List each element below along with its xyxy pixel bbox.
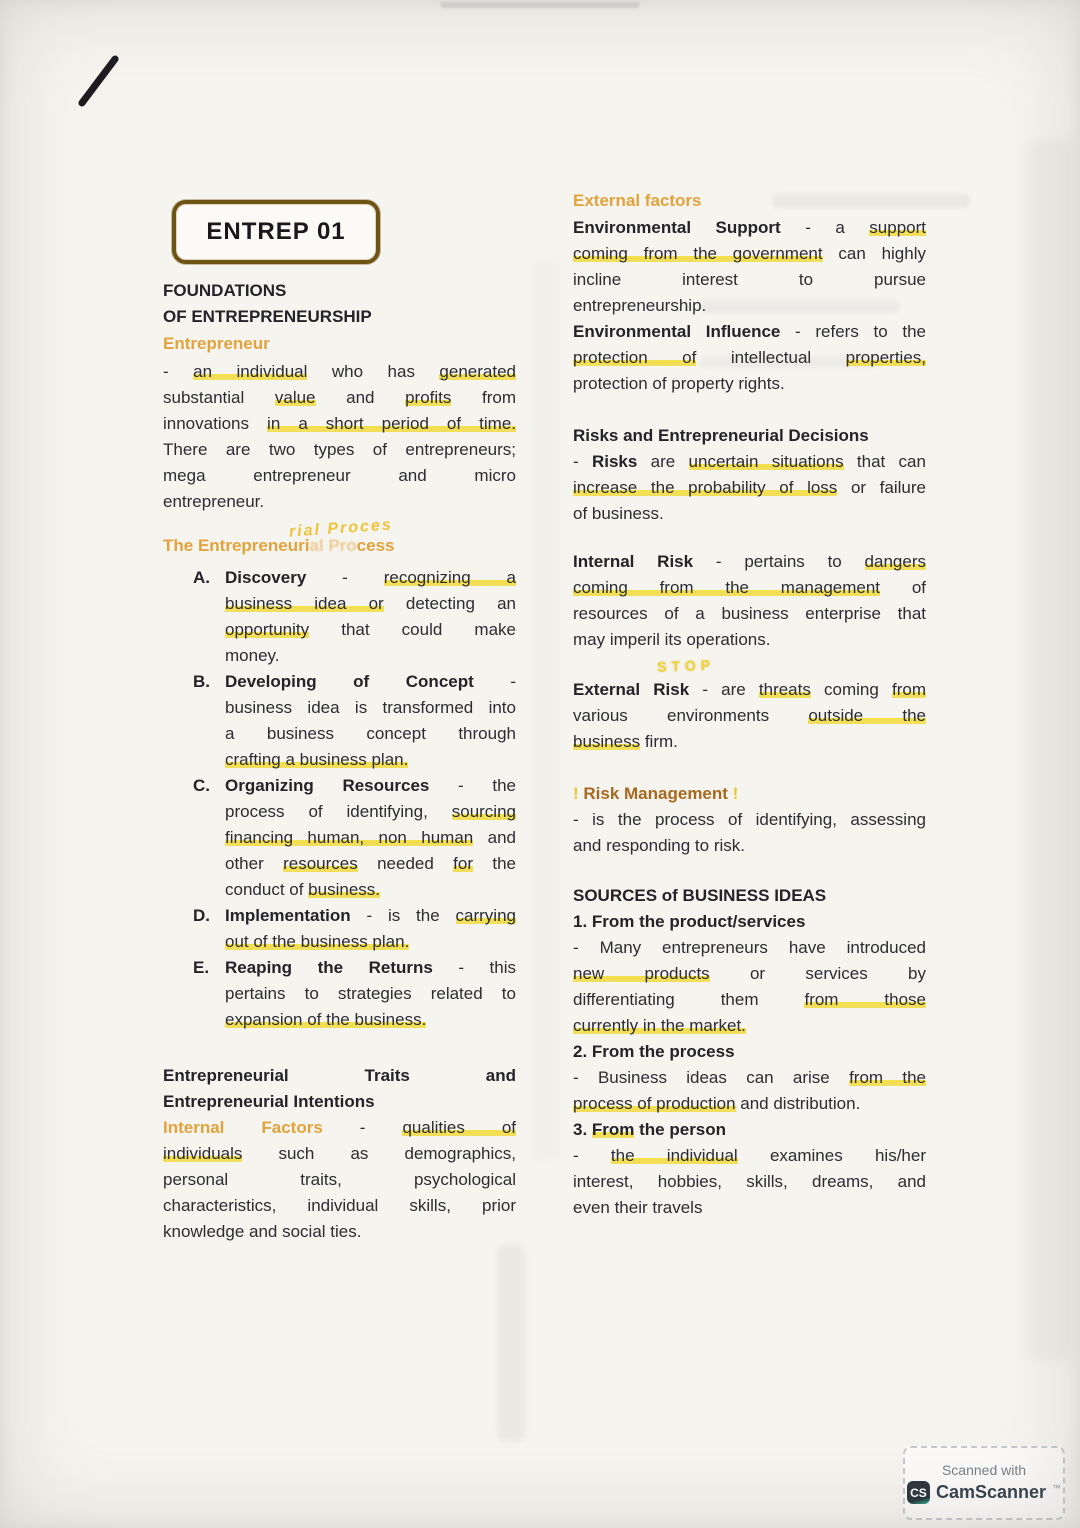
paragraph-line	[573, 807, 926, 833]
text-segment: interest, hobbies, skills, dreams, and	[573, 1172, 926, 1191]
highlighted-text: outside the	[808, 706, 926, 725]
text-segment: and	[473, 828, 516, 847]
text-segment: other	[225, 854, 284, 873]
scanned-with-label: Scanned with	[941, 1462, 1027, 1478]
text-segment: - Many entrepreneurs have introduced	[573, 938, 926, 957]
text-segment: 3.	[573, 1120, 592, 1139]
text-segment: business idea is transformed into	[225, 698, 516, 717]
text-segment: even their travels	[573, 1198, 703, 1217]
heading-text: External factors	[573, 191, 702, 210]
highlighted-text: expansion of the business.	[225, 1010, 427, 1029]
list-item-body	[225, 669, 516, 773]
paragraph-line	[225, 903, 516, 929]
text-segment: Risks and Entrepreneurial Decisions	[573, 426, 869, 445]
highlighted-text: individuals	[163, 1144, 243, 1163]
section-heading	[163, 304, 516, 330]
heading-text: cess	[356, 536, 395, 555]
text-segment: 1. From the product/services	[573, 912, 806, 931]
highlighted-text: generated	[439, 362, 516, 381]
paragraph-line	[225, 721, 516, 747]
text-segment: differentiating them	[573, 990, 805, 1009]
paragraph-line	[573, 293, 926, 319]
trademark-symbol: ™	[1052, 1483, 1062, 1493]
text-segment: can highly	[822, 244, 926, 263]
paragraph-line	[573, 1013, 926, 1039]
section-heading	[573, 909, 926, 935]
text-segment: - is the	[350, 906, 456, 925]
text-segment: mega entrepreneur and micro	[163, 466, 516, 485]
paragraph	[573, 1143, 926, 1221]
list-marker: B.	[193, 672, 210, 691]
course-title: ENTREP 01	[206, 218, 346, 245]
text-segment: -	[573, 1146, 611, 1165]
text-segment: protection of property rights.	[573, 374, 785, 393]
text-segment: 2. From the process	[573, 1042, 735, 1061]
handwritten-annotation: !	[727, 784, 739, 803]
paragraph-line	[225, 981, 516, 1007]
paragraph-line	[163, 1115, 516, 1141]
paragraph	[573, 1065, 926, 1117]
text-segment: and distribution.	[735, 1094, 861, 1113]
paragraph-line	[163, 411, 516, 437]
camscanner-watermark	[903, 1446, 1065, 1520]
handwritten-annotation: rial Proces	[288, 516, 394, 541]
highlighted-text: from those	[804, 990, 927, 1009]
paragraph-line	[163, 1089, 516, 1115]
paragraph-line	[225, 799, 516, 825]
notes-column-left	[163, 278, 516, 1245]
text-segment: the	[473, 854, 516, 873]
highlighted-text: for	[453, 854, 473, 873]
paragraph-line	[573, 1195, 926, 1221]
scan-smudge	[498, 1245, 524, 1440]
text-segment: Environmental Support	[573, 218, 781, 237]
section-heading	[573, 1039, 926, 1065]
heading-text: The Entrepreneuri	[163, 536, 310, 555]
paragraph-line	[573, 601, 926, 627]
paragraph-line	[573, 703, 926, 729]
text-segment: are	[637, 452, 689, 471]
text-segment: - pertains to	[693, 552, 865, 571]
paragraph-line	[225, 695, 516, 721]
paragraph-line	[163, 1219, 516, 1245]
paragraph-line	[225, 929, 516, 955]
text-segment: firm.	[640, 732, 678, 751]
section-heading	[573, 1117, 926, 1143]
scan-smudge	[1028, 140, 1072, 1360]
handwritten-annotation: !	[573, 784, 584, 803]
highlighted-text: in a short period of time.	[267, 414, 516, 433]
paragraph	[573, 807, 926, 859]
text-segment: Entrepreneurial Traits and	[163, 1066, 516, 1085]
text-segment: -	[306, 568, 384, 587]
paragraph	[573, 549, 926, 653]
text-segment: money.	[225, 646, 280, 665]
text-segment: External Risk	[573, 680, 690, 699]
list-marker: A.	[193, 568, 210, 587]
text-segment: resources of a business enterprise that	[573, 604, 926, 623]
camscanner-row	[907, 1481, 1061, 1504]
paragraph	[573, 215, 926, 319]
text-segment: detecting an	[383, 594, 516, 613]
section-heading	[163, 278, 516, 304]
section-heading	[163, 331, 516, 357]
highlighted-text: value	[274, 388, 316, 407]
paragraph-line	[225, 955, 516, 981]
paragraph-line	[163, 1141, 516, 1167]
text-segment: entrepreneurship.	[573, 296, 707, 315]
text-segment: - refers to the	[780, 322, 926, 341]
list-marker: D.	[193, 906, 210, 925]
paragraph-line	[573, 371, 926, 397]
paragraph-line	[225, 669, 516, 695]
highlighted-text: sourcing	[451, 802, 516, 821]
text-segment: coming	[810, 680, 892, 699]
paragraph	[573, 935, 926, 1039]
highlighted-text: process of production	[573, 1094, 736, 1113]
text-segment: - a	[780, 218, 870, 237]
list-item	[193, 955, 516, 1033]
text-segment: or services by	[709, 964, 926, 983]
text-segment: - Business ideas can arise	[573, 1068, 850, 1087]
list-item-body	[225, 955, 516, 1033]
highlighted-text: from the	[849, 1068, 926, 1087]
paragraph	[163, 1063, 516, 1115]
text-segment: characteristics, individual skills, prior	[163, 1196, 516, 1215]
section-heading	[573, 883, 926, 909]
text-segment: or failure	[837, 478, 926, 497]
text-segment: -	[322, 1118, 403, 1137]
paragraph-line	[573, 549, 926, 575]
paragraph	[163, 1115, 516, 1245]
text-segment: may imperil its operations.	[573, 630, 771, 649]
paragraph-line	[573, 475, 926, 501]
list-item	[193, 773, 516, 903]
text-segment: -	[163, 362, 194, 381]
paragraph-line	[573, 1169, 926, 1195]
paragraph-line	[163, 1167, 516, 1193]
highlighted-text: profits	[405, 388, 452, 407]
list-item	[193, 903, 516, 955]
text-segment: -	[573, 452, 592, 471]
text-segment: - is the process of identifying, assessing	[573, 810, 926, 829]
text-segment: incline interest to pursue	[573, 270, 926, 289]
section-heading	[573, 781, 926, 807]
highlighted-text: the individual	[610, 1146, 738, 1165]
text-segment: knowledge and social ties.	[163, 1222, 362, 1241]
text-segment: entrepreneur.	[163, 492, 265, 511]
camscanner-name: CamScanner	[935, 1482, 1047, 1502]
paragraph	[573, 449, 926, 527]
text-segment: of	[880, 578, 926, 597]
text-segment: Developing of Concept	[225, 672, 474, 691]
text-segment: Implementation	[225, 906, 351, 925]
camscanner-logo-icon: CS	[907, 1481, 930, 1504]
text-segment: the person	[634, 1120, 727, 1139]
list-item	[193, 669, 516, 773]
text-segment: Organizing Resources	[225, 776, 430, 795]
paragraph-line	[163, 489, 516, 515]
highlighted-text: crafting a business plan.	[225, 750, 409, 769]
paragraph-line	[225, 851, 516, 877]
scan-smudge	[532, 260, 560, 1160]
paragraph-line	[225, 565, 516, 591]
text-segment: There are two types of entrepreneurs;	[163, 440, 516, 459]
text-segment: such as demographics,	[242, 1144, 516, 1163]
highlighted-text: business	[573, 732, 641, 751]
highlighted-text: threats	[758, 680, 811, 699]
text-segment: - the	[429, 776, 516, 795]
text-segment: examines his/her	[737, 1146, 926, 1165]
paragraph-line	[163, 463, 516, 489]
text-segment: Entrepreneurial Intentions	[163, 1092, 375, 1111]
paragraph-line	[573, 935, 926, 961]
highlighted-text: coming from the management	[573, 578, 881, 597]
paragraph-line	[225, 877, 516, 903]
paragraph-line	[573, 575, 926, 601]
paragraph	[573, 677, 926, 755]
text-segment: Risks	[591, 452, 638, 471]
section-heading	[573, 188, 926, 214]
highlighted-text: new products	[573, 964, 710, 983]
pen-slash-mark	[77, 54, 120, 108]
highlighted-text: dangers	[864, 552, 926, 571]
text-segment: that can	[843, 452, 926, 471]
paragraph-line	[573, 241, 926, 267]
paragraph-line	[225, 643, 516, 669]
paragraph-line	[573, 1065, 926, 1091]
text-segment: intellectual	[696, 348, 846, 367]
highlighted-text: carrying	[455, 906, 516, 925]
paragraph-line	[573, 501, 926, 527]
highlighted-text: qualities of	[402, 1118, 516, 1137]
highlighted-text: properties,	[845, 348, 926, 367]
scan-smudge	[440, 2, 640, 8]
paragraph-line	[573, 833, 926, 859]
section-heading	[163, 516, 516, 559]
paragraph-line	[573, 961, 926, 987]
highlighted-text: recognizing a	[383, 568, 517, 587]
text-segment: - this	[432, 958, 516, 977]
paragraph-line	[573, 677, 926, 703]
paragraph-line	[573, 729, 926, 755]
section-heading	[573, 423, 926, 449]
text-segment: from	[451, 388, 516, 407]
highlighted-text: currently in the market.	[573, 1016, 746, 1035]
paragraph-line	[225, 747, 516, 773]
paragraph-line	[163, 1193, 516, 1219]
paragraph-line	[573, 449, 926, 475]
text-segment: conduct of	[225, 880, 309, 899]
text-segment: and responding to risk.	[573, 836, 745, 855]
text-segment: process of identifying,	[225, 802, 452, 821]
text-segment: a business concept through	[225, 724, 516, 743]
highlighted-text: an individual	[193, 362, 308, 381]
paragraph-line	[225, 1007, 516, 1033]
heading-text: al Pro	[309, 536, 357, 555]
text-segment: needed	[357, 854, 454, 873]
paragraph-line	[573, 267, 926, 293]
highlighted-text: support	[869, 218, 926, 237]
list-marker: E.	[193, 958, 210, 977]
paragraph-line	[163, 385, 516, 411]
highlighted-text: protection of	[573, 348, 697, 367]
highlighted-text: From	[591, 1120, 635, 1139]
highlighted-text: from	[892, 680, 926, 699]
paragraph-line	[573, 215, 926, 241]
paragraph-line	[573, 345, 926, 371]
paragraph-line	[225, 591, 516, 617]
highlighted-text: opportunity	[225, 620, 310, 639]
highlighted-text: coming from the government	[573, 244, 823, 263]
text-segment: Internal Risk	[573, 552, 694, 571]
text-segment: substantial	[163, 388, 275, 407]
text-segment: - are	[689, 680, 759, 699]
list-item-body	[225, 773, 516, 903]
text-segment: Environmental Influence	[573, 322, 781, 341]
paragraph-line	[225, 773, 516, 799]
paragraph-line	[163, 1063, 516, 1089]
text-segment: innovations	[163, 414, 268, 433]
notes-column-right	[573, 188, 926, 1221]
handwritten-stop-annotation: STOP	[656, 656, 716, 675]
paragraph-line	[163, 437, 516, 463]
heading-text: Risk Management	[583, 784, 728, 803]
heading-text: Internal Factors	[163, 1118, 323, 1137]
paragraph-line	[573, 987, 926, 1013]
text-segment: various environments	[573, 706, 809, 725]
text-segment: OF ENTREPRENEURSHIP	[163, 307, 372, 326]
list-marker: C.	[193, 776, 210, 795]
text-segment: and	[315, 388, 406, 407]
text-segment: Reaping the Returns	[225, 958, 433, 977]
paragraph-line	[573, 319, 926, 345]
text-segment: that could make	[309, 620, 516, 639]
text-segment: of business.	[573, 504, 664, 523]
highlighted-text: business.	[308, 880, 380, 899]
text-segment: -	[473, 672, 516, 691]
paragraph-line	[163, 359, 516, 385]
text-segment: pertains to strategies related to	[225, 984, 516, 1003]
paragraph-line	[225, 617, 516, 643]
paragraph	[163, 359, 516, 515]
list-item-body	[225, 903, 516, 955]
highlighted-text: out of the business plan.	[225, 932, 410, 951]
paragraph-line	[573, 1143, 926, 1169]
highlighted-text: increase the probability of loss	[573, 478, 838, 497]
text-segment: FOUNDATIONS	[163, 281, 287, 300]
highlighted-text: uncertain situations	[688, 452, 844, 471]
text-segment: personal traits, psychological	[163, 1170, 516, 1189]
paragraph-line	[573, 1091, 926, 1117]
list-item	[193, 565, 516, 669]
heading-text: Entrepreneur	[163, 334, 270, 353]
text-segment: who has	[307, 362, 440, 381]
highlighted-text: resources	[283, 854, 358, 873]
course-title-badge	[172, 200, 380, 264]
paragraph	[573, 319, 926, 397]
list-item-body	[225, 565, 516, 669]
highlighted-text: business idea or	[225, 594, 384, 613]
paragraph-line	[225, 825, 516, 851]
highlighted-text: financing human, non human	[225, 828, 474, 847]
text-segment: Discovery	[225, 568, 307, 587]
text-segment: SOURCES of BUSINESS IDEAS	[573, 886, 827, 905]
